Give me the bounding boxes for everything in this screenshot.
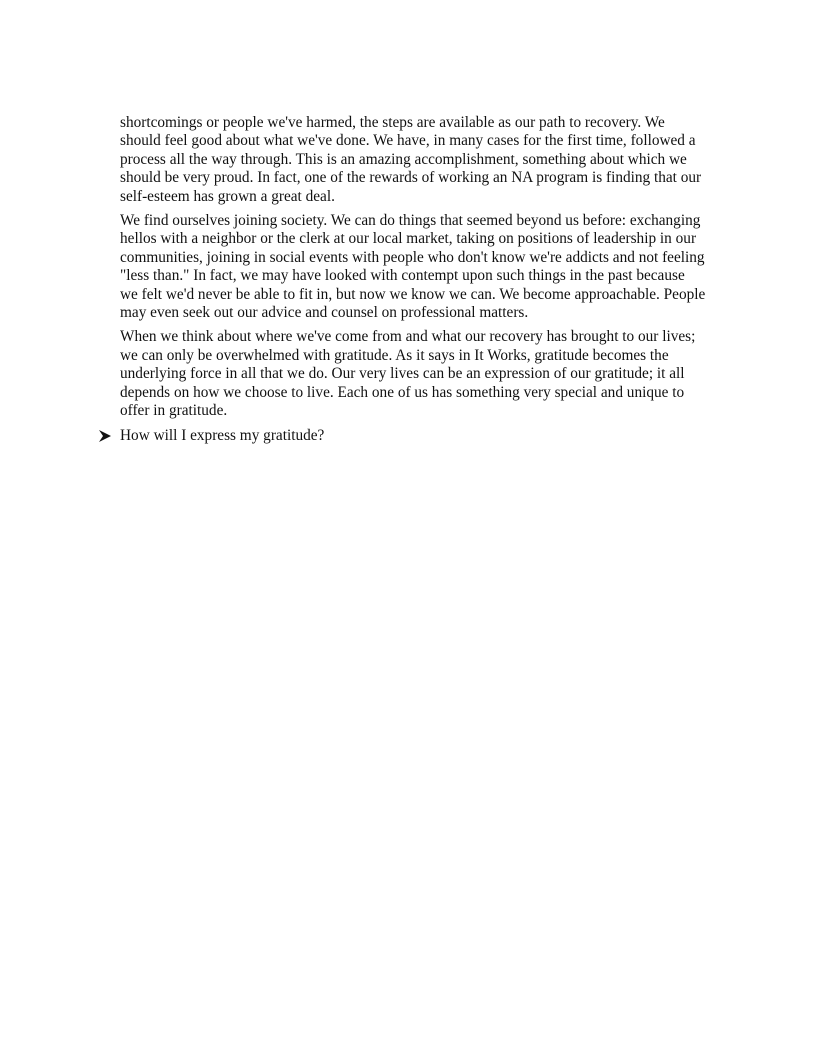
arrowhead-bullet-icon — [98, 429, 112, 443]
paragraph-joining-society: We find ourselves joining society. We can do things that seemed beyond us before: exchanging hellos with a neighbor or the clerk at our local market, taking on positions of leadership in our communities, joining in social events with people who don't know we're addicts and not feeling "less than." In fact, we may have looked with contempt upon such things in the past because we felt we'd never be able to fit in, but now we know we can. We become approachable. People may even seek out our advice and counsel on professional matters. — [120, 212, 706, 322]
question-text: How will I express my gratitude? — [120, 426, 325, 444]
paragraph-gratitude: When we think about where we've come from and what our recovery has brought to our lives; we can only be overwhelmed with gratitude. As it says in It Works, gratitude becomes the underlying force in all that we do. Our very lives can be an expression of our gratitude; it all depends on how we choose to live. Each one of us has something very special and unique to offer in gratitude. — [120, 328, 696, 420]
paragraph-self-esteem: shortcomings or people we've harmed, the steps are available as our path to recovery. We should feel good about what we've done. We have, in many cases for the first time, followed a process all the way through. This is an amazing accomplishment, something about which we should be very proud. In fact, one of the rewards of working an NA program is finding that our self-esteem has grown a great deal. — [120, 114, 702, 205]
question-bullet-item — [120, 427, 706, 445]
document-body — [120, 114, 706, 445]
